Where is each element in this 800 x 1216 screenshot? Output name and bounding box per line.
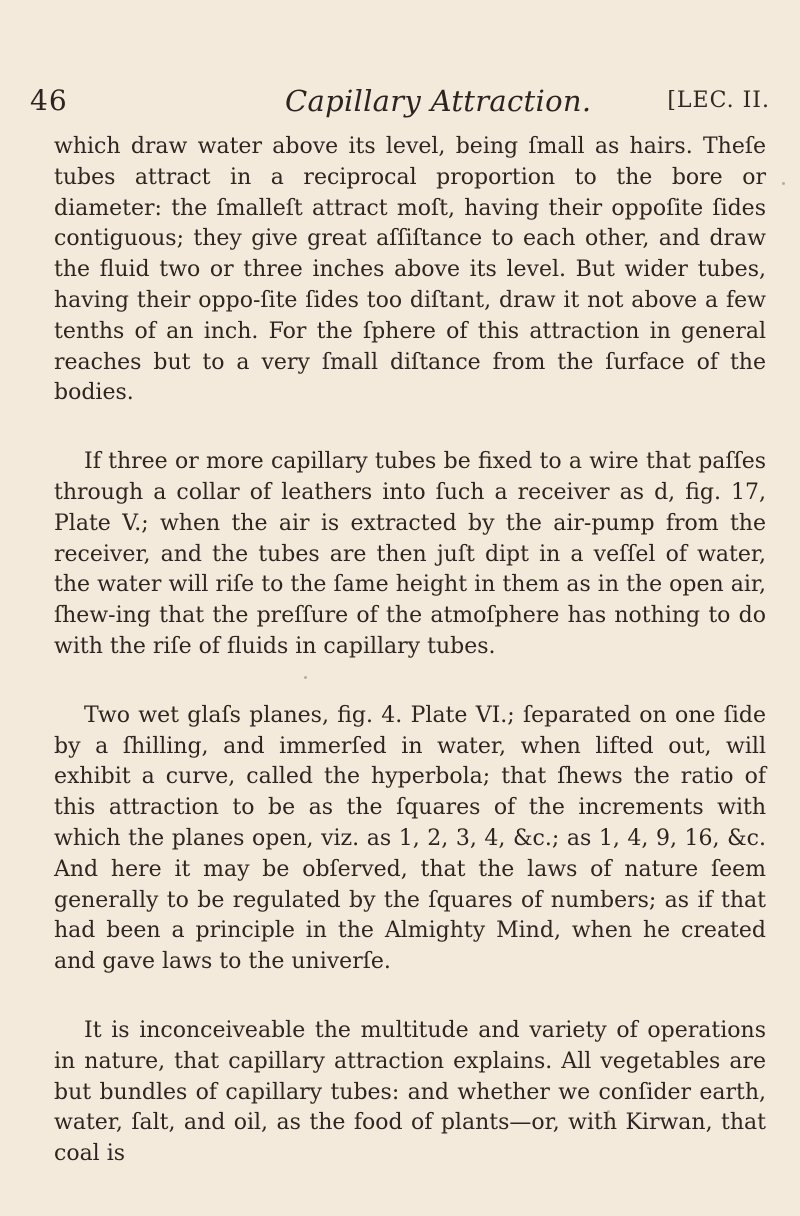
paper-speck [304, 676, 307, 679]
paper-speck [782, 182, 785, 185]
paper-speck [607, 1110, 610, 1113]
paragraph-1: which draw water above its level, being ſmall as hairs. Theſe tubes attract in a reciprocal proportion to the bore or diameter: the ſmalleſt attract moſt, having their oppoſite ſides contiguous; they give great aſſiſtance to each other, and draw the fluid two or three inches above its level. But wider tubes, having their oppo-ſite ſides too diſtant, draw it not above a few tenths of an inch. For the ſphere of this attraction in general reaches but to a very ſmall diſtance from the ſurface of the bodies. [54, 134, 766, 406]
running-title: Capillary Attraction. [285, 84, 592, 118]
paragraph-2: If three or more capillary tubes be fixed to a wire that paſſes through a collar of leathers into ſuch a receiver as d, fig. 17, Plate V.; when the air is extracted by the air-pump from the receiver, and the tubes are then juſt dipt in a veſſel of water, the water will riſe to the ſame height in them as in the open air, ſhew-ing that the preſſure of the atmoſphere has nothing to do with the riſe of fluids in capillary tubes. [54, 449, 766, 659]
lecture-section-mark: [LEC. II. [667, 88, 770, 113]
page-header [30, 84, 770, 128]
paragraph-3: Two wet glaſs planes, fig. 4. Plate VI.; ſeparated on one ſide by a ſhilling, and immerſed in water, when lifted out, will exhibit a curve, called the hyperbola; that ſhews the ratio of this attraction to be as the ſquares of the increments with which the planes open, viz. as 1, 2, 3, 4, &c.; as 1, 4, 9, 16, &c. And here it may be obſerved, that the laws of nature ſeem generally to be regulated by the ſquares of numbers; as if that had been a principle in the Almighty Mind, when he created and gave laws to the univerſe. [54, 702, 766, 975]
page-number: 46 [30, 84, 68, 117]
paragraph-4: It is inconceiveable the multitude and variety of operations in nature, that capillary attraction explains. All vegetables are but bundles of capillary tubes: and whether we conſider earth, water, ſalt, and oil, as the food of plants—or, with Kirwan, that coal is [54, 1017, 766, 1167]
body-text [54, 132, 766, 1170]
